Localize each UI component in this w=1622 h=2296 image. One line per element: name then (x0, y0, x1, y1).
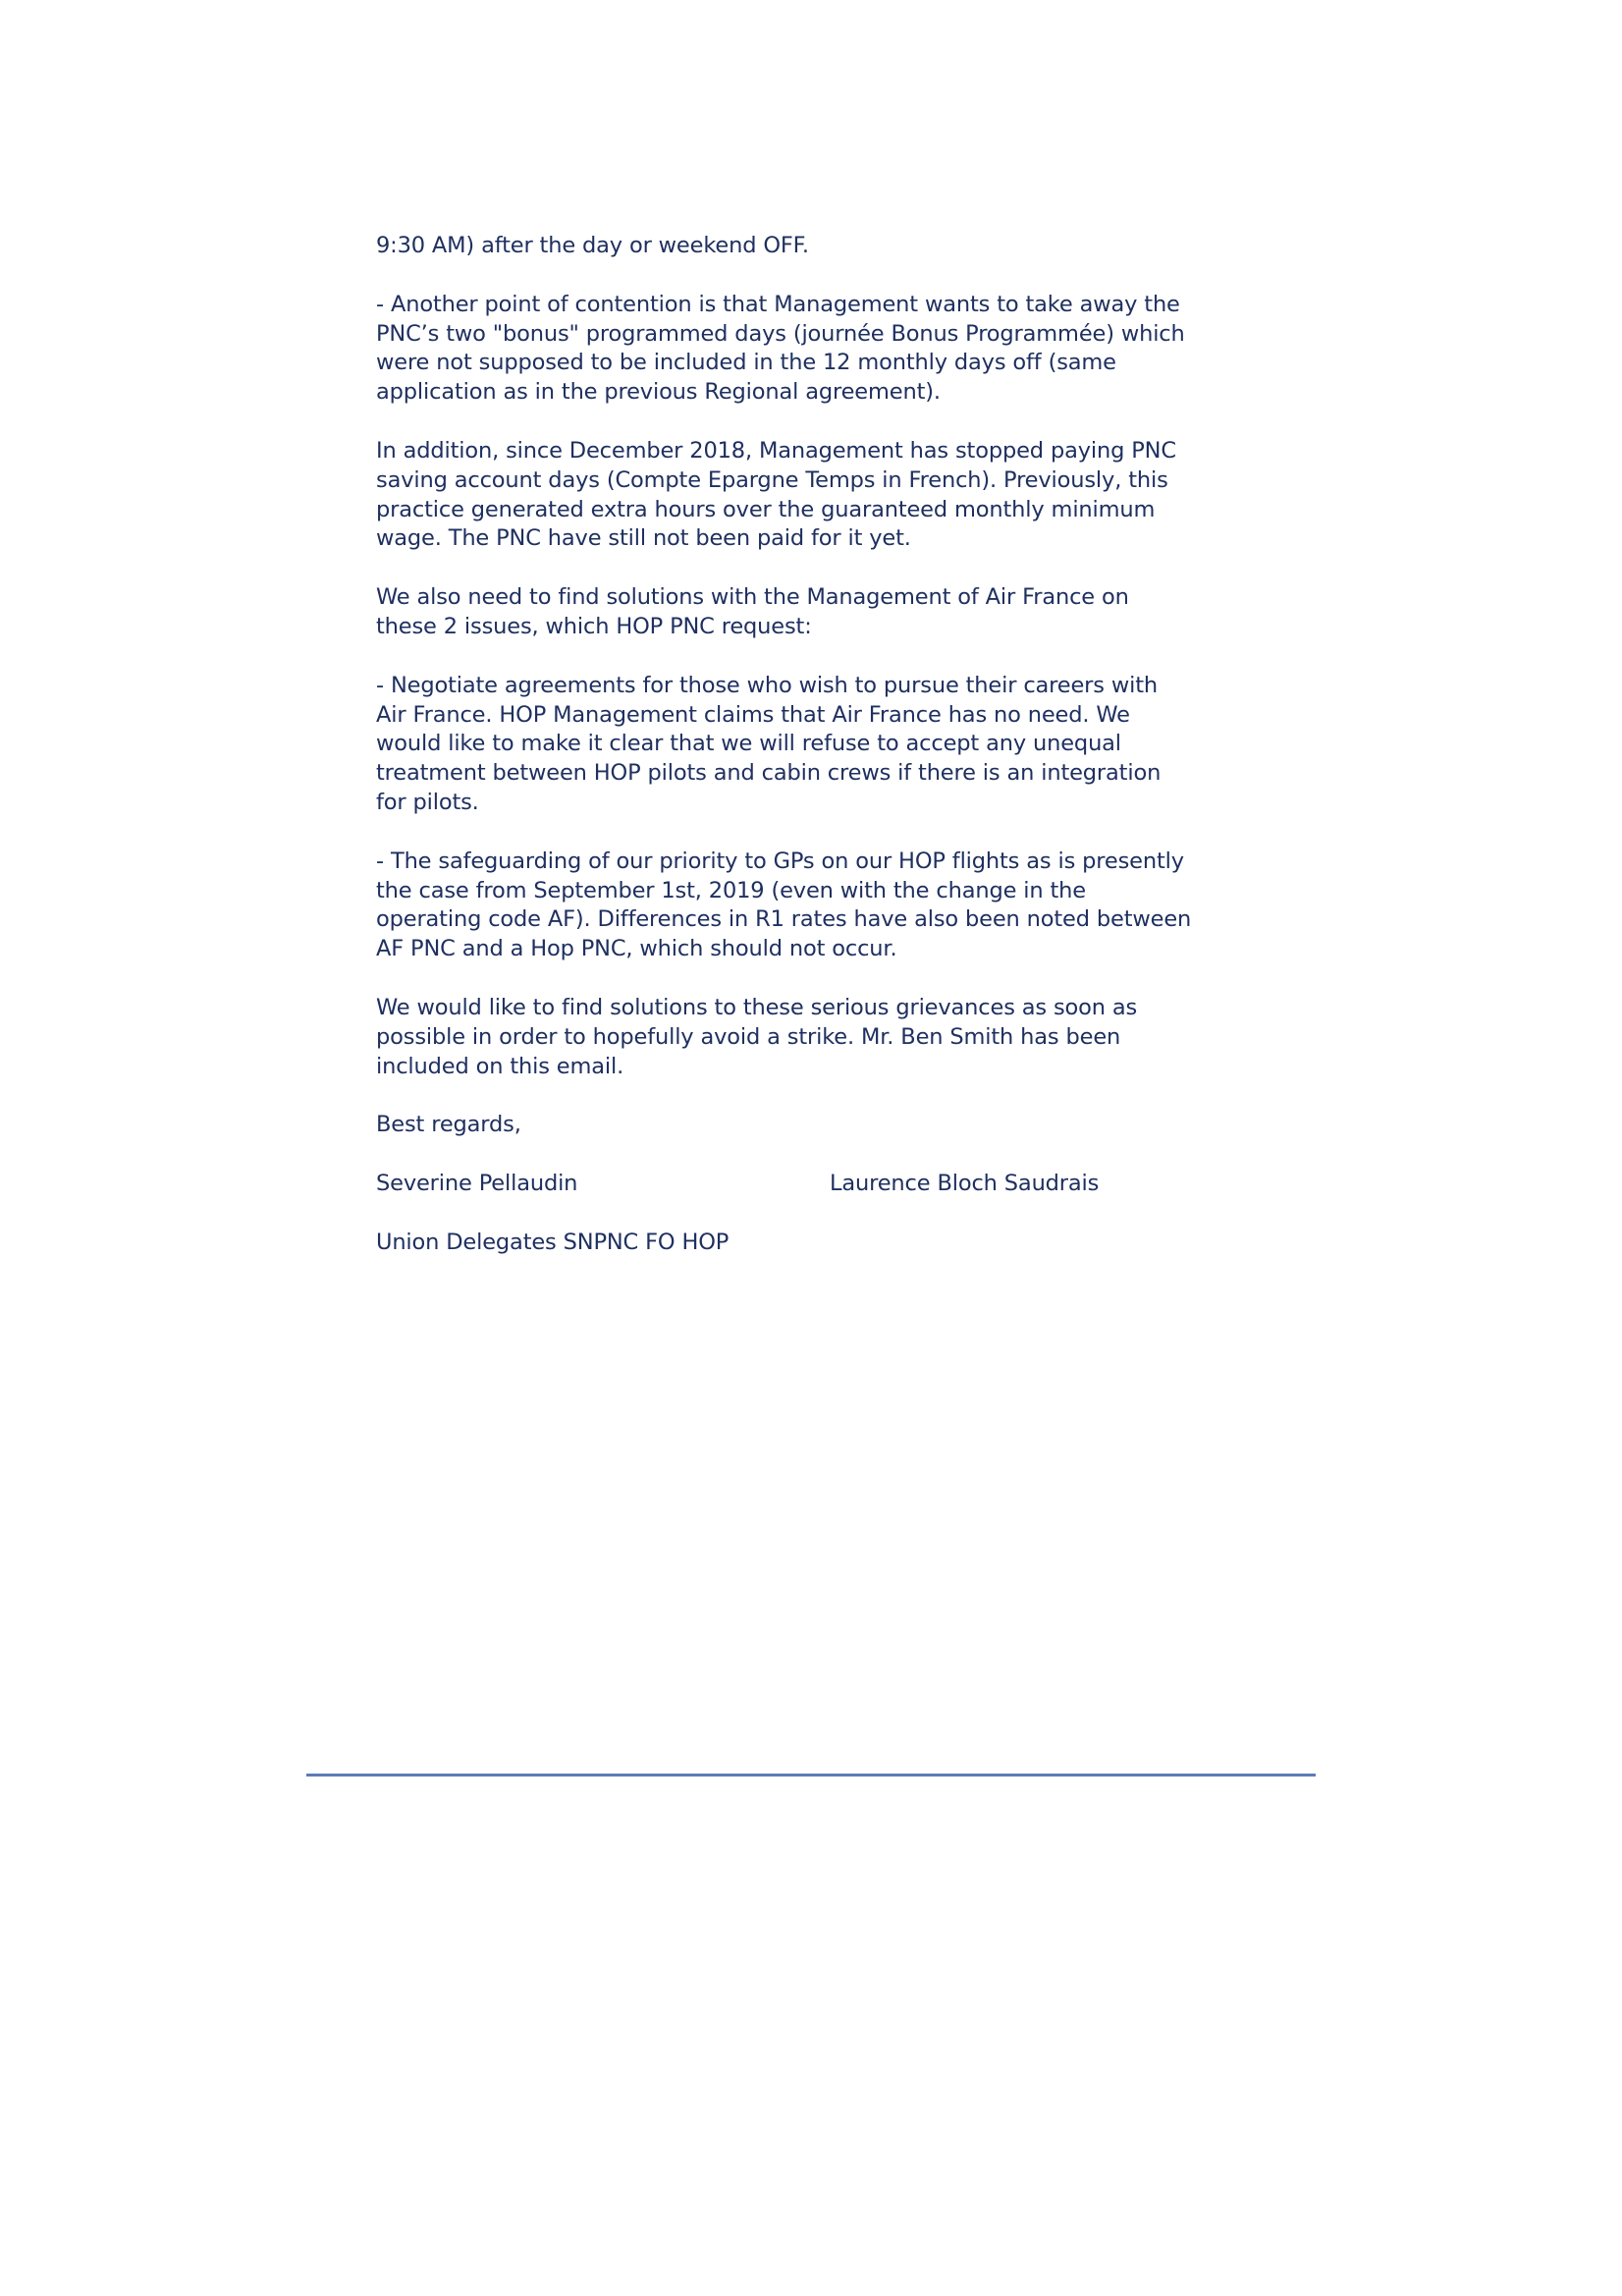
footer-divider (306, 1774, 1316, 1777)
paragraph-negotiate-agreements (376, 672, 1319, 818)
paragraph-air-france-issues (376, 583, 1319, 642)
paragraph-saving-account (376, 437, 1319, 554)
closing-text: Best regards, (376, 1112, 521, 1138)
paragraph-continuation (376, 232, 1319, 261)
text-line: 9:30 AM) after the day or weekend OFF. (376, 233, 809, 258)
closing-salutation (376, 1111, 1319, 1140)
text-line: We also need to find solutions with the Management of Air France on (376, 584, 1129, 611)
text-line: saving account days (Compte Epargne Temps in French). Previously, this (376, 466, 1168, 493)
signatory-name: Severine Pellaudin (376, 1171, 578, 1197)
text-line: - Negotiate agreements for those who wish to pursue their careers with (376, 672, 1158, 698)
paragraph-bonus-days (376, 291, 1319, 408)
text-line: were not supposed to be included in the 12 monthly days off (same (376, 350, 1116, 376)
text-line: application as in the previous Regional agreement). (376, 379, 941, 406)
signature-title (376, 1229, 1319, 1258)
text-line: treatment between HOP pilots and cabin crews if there is an integration (376, 760, 1162, 787)
paragraph-safeguarding-priority (376, 847, 1319, 964)
text-line: these 2 issues, which HOP PNC request: (376, 613, 812, 639)
signature-title-text: Union Delegates SNPNC FO HOP (376, 1229, 730, 1255)
text-line: the case from September 1st, 2019 (even with the change in the (376, 877, 1086, 903)
text-line: possible in order to hopefully avoid a strike. Mr. Ben Smith has been (376, 1023, 1121, 1050)
signatories-row (376, 1170, 1319, 1199)
text-line: included on this email. (376, 1053, 624, 1079)
text-line: practice generated extra hours over the guaranteed monthly minimum (376, 496, 1156, 522)
text-line: operating code AF). Differences in R1 rates have also been noted between (376, 906, 1192, 933)
text-line: PNC’s two "bonus" programmed days (journée Bonus Programmée) which (376, 320, 1185, 347)
letter-body (376, 232, 1319, 1287)
paragraph-closing-request (376, 994, 1319, 1081)
text-line: would like to make it clear that we will refuse to accept any unequal (376, 731, 1121, 757)
text-line: - Another point of contention is that Management wants to take away the (376, 291, 1180, 317)
text-line: - The safeguarding of our priority to GPs on our HOP flights as is presently (376, 847, 1184, 874)
text-line: We would like to find solutions to these serious grievances as soon as (376, 994, 1138, 1020)
text-line: for pilots. (376, 789, 479, 815)
text-line: Air France. HOP Management claims that Air France has no need. We (376, 701, 1130, 728)
signatory-name: Laurence Bloch Saudrais (830, 1171, 1100, 1197)
text-line: wage. The PNC have still not been paid for it yet. (376, 525, 911, 552)
text-line: AF PNC and a Hop PNC, which should not occur. (376, 936, 897, 962)
text-line: In addition, since December 2018, Management has stopped paying PNC (376, 437, 1176, 464)
